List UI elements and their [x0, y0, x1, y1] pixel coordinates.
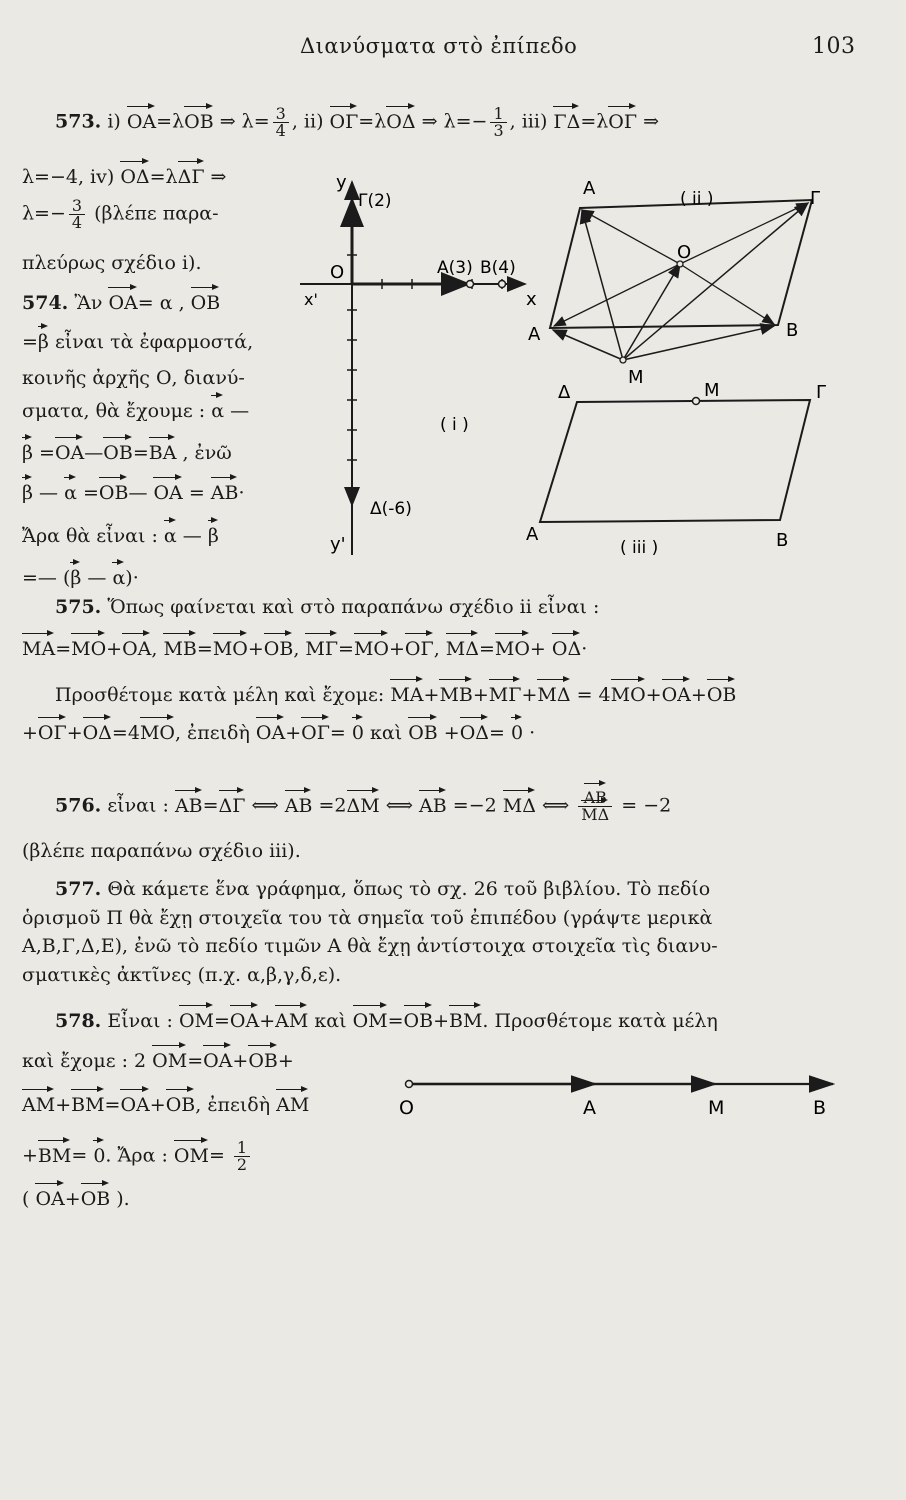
ex578-line1: 578. Εἶναι : ΟΜ=ΟΑ+ΑΜ καὶ ΟΜ=ΟΒ+ΒΜ. Προσθέτομε κατὰ μέλη: [55, 1010, 718, 1032]
ex574-line6: β — α =ΟΒ— ΟΑ = ΑΒ·: [22, 482, 245, 504]
label-B4: B(4): [480, 258, 516, 278]
label-y: y: [336, 172, 347, 193]
running-header: Διανύσματα στὸ ἐπίπεδο: [300, 34, 578, 58]
ex574-line5: β =ΟΑ—ΟΒ=ΒΑ , ἐνῶ: [22, 442, 232, 464]
label-B-iii: B: [776, 530, 789, 551]
ex577-line1: 577. Θὰ κάμετε ἕνα γράφημα, ὅπως τὸ σχ. 26 τοῦ βιβλίου. Τὸ πεδίο: [55, 878, 711, 900]
label-A-top: A: [583, 178, 596, 199]
label-B: B: [786, 320, 799, 341]
ex575-line2: ΜΑ=ΜΟ+ΟΑ, ΜΒ=ΜΟ+ΟΒ, ΜΓ=ΜΟ+ΟΓ, ΜΔ=ΜΟ+ ΟΔ·: [22, 638, 588, 660]
ex577-line2: ὁρισμοῦ Π θὰ ἔχῃ στοιχεῖα του τὰ σημεῖα τοῦ ἐπιπέδου (γράψτε μερικὰ: [22, 907, 713, 929]
label-G2: Γ(2): [358, 191, 392, 211]
label-O-line: O: [399, 1097, 414, 1119]
figure-578-line: [395, 1070, 845, 1140]
caption-i: ( i ): [440, 415, 469, 435]
ex578-line4: +ΒΜ= 0. Ἄρα : ΟΜ= $\frac{1}{2}$: [22, 1140, 253, 1173]
ex573-line1: 573. i) ΟΑ=λΟΒ ⇒ λ= $\frac{3}{4}$ , ii) ΟΓ=λΟΔ ⇒ λ=− $\frac{1}{3}$ , iii) ΓΔ=λΟΓ ⇒: [55, 104, 660, 140]
label-B-line: B: [813, 1097, 827, 1119]
label-D-iii: Δ: [558, 382, 571, 403]
figures-panel: [300, 160, 860, 580]
label-D-6: Δ(-6): [370, 499, 412, 519]
ex577-line4: σματικὲς ἀκτῖνες (π.χ. α,β,γ,δ,ε).: [22, 964, 342, 986]
label-M-iii: M: [704, 380, 720, 401]
label-y-prime: y': [330, 534, 346, 555]
ex573-line2: λ=−4, iv) ΟΔ=λΔΓ ⇒: [22, 166, 227, 188]
ex573-line4: πλεύρως σχέδιο i).: [22, 252, 202, 274]
ex574-line7: Ἄρα θὰ εἶναι : α — β: [22, 525, 219, 547]
label-x: x: [526, 289, 537, 310]
ex575-line1: 575. Ὅπως φαίνεται καὶ στὸ παραπάνω σχέδιο ii εἶναι :: [55, 596, 600, 618]
point-A: [467, 281, 474, 288]
ex574-line8: =— (β — α)·: [22, 567, 139, 589]
point-M-iii: [693, 398, 700, 405]
ex574-number: 574.: [22, 292, 69, 314]
figure-iii: [526, 380, 826, 558]
label-G-iii: Γ: [816, 382, 827, 403]
point-B: [499, 281, 506, 288]
label-O-ii: O: [677, 242, 692, 263]
point-M: [620, 357, 626, 363]
label-A-left: A: [528, 324, 541, 345]
label-A-iii: A: [526, 524, 539, 545]
ex574-line4: σματα, θὰ ἔχουμε : α —: [22, 400, 250, 422]
ex577-line3: Α,Β,Γ,Δ,Ε), ἐνῶ τὸ πεδίο τιμῶν Α θὰ ἔχῃ ἀντίστοιχα στοιχεῖα τὶς διανυ-: [22, 935, 718, 957]
ex577-number: 577.: [55, 878, 102, 900]
label-O: O: [330, 262, 345, 283]
caption-ii: ( ii ): [680, 189, 714, 209]
ex575-line3: Προσθέτομε κατὰ μέλη καὶ ἔχομε: ΜΑ+ΜΒ+ΜΓ+ΜΔ = 4ΜΟ+ΟΑ+ΟΒ: [55, 684, 737, 706]
page-number: 103: [812, 34, 856, 59]
ex578-number: 578.: [55, 1010, 102, 1032]
label-A3: A(3): [437, 258, 473, 278]
label-M: M: [628, 367, 644, 388]
label-G: Γ: [810, 188, 821, 209]
ex576-number: 576.: [55, 794, 102, 817]
ex574-line3: κοινῆς ἀρχῆς Ο, διανύ-: [22, 367, 245, 389]
figure-i: [300, 172, 537, 555]
figure-ii: [528, 178, 820, 388]
ex574-line2: =β εἶναι τὰ ἐφαρμοστά,: [22, 331, 254, 353]
ex578-line2: καὶ ἔχομε : 2 ΟΜ=ΟΑ+ΟΒ+: [22, 1050, 294, 1072]
ex574-line1: 574. Ἂν ΟΑ= α , ΟΒ: [22, 292, 221, 314]
ex573-number: 573.: [55, 110, 102, 133]
ex573-line3: λ=− $\frac{3}{4}$ (βλέπε παρα-: [22, 196, 219, 232]
ex578-line3: ΑΜ+ΒΜ=ΟΑ+ΟΒ, ἐπειδὴ ΑΜ: [22, 1094, 310, 1116]
label-M-line: M: [708, 1097, 725, 1119]
ex576-line1: 576. εἶναι : ΑΒ=ΔΓ ⟺ ΑΒ =2ΔΜ ⟺ ΑΒ =−2 ΜΔ ⟺ $\frac{AB}{M\Delta}$ = −2: [55, 788, 672, 824]
label-x-prime: x': [304, 290, 318, 309]
parallelogram-outline: [540, 400, 810, 522]
ex575-line4: +ΟΓ+ΟΔ=4ΜΟ, ἐπειδὴ ΟΑ+ΟΓ= 0 καὶ ΟΒ +ΟΔ= 0 ·: [22, 722, 536, 744]
label-A-line: A: [583, 1097, 596, 1119]
caption-iii: ( iii ): [620, 538, 659, 558]
point-O-line: [406, 1081, 413, 1088]
ex576-line2: (βλέπε παραπάνω σχέδιο iii).: [22, 840, 301, 862]
ex578-line5: ( ΟΑ+ΟΒ ).: [22, 1188, 130, 1210]
ex575-number: 575.: [55, 596, 102, 618]
